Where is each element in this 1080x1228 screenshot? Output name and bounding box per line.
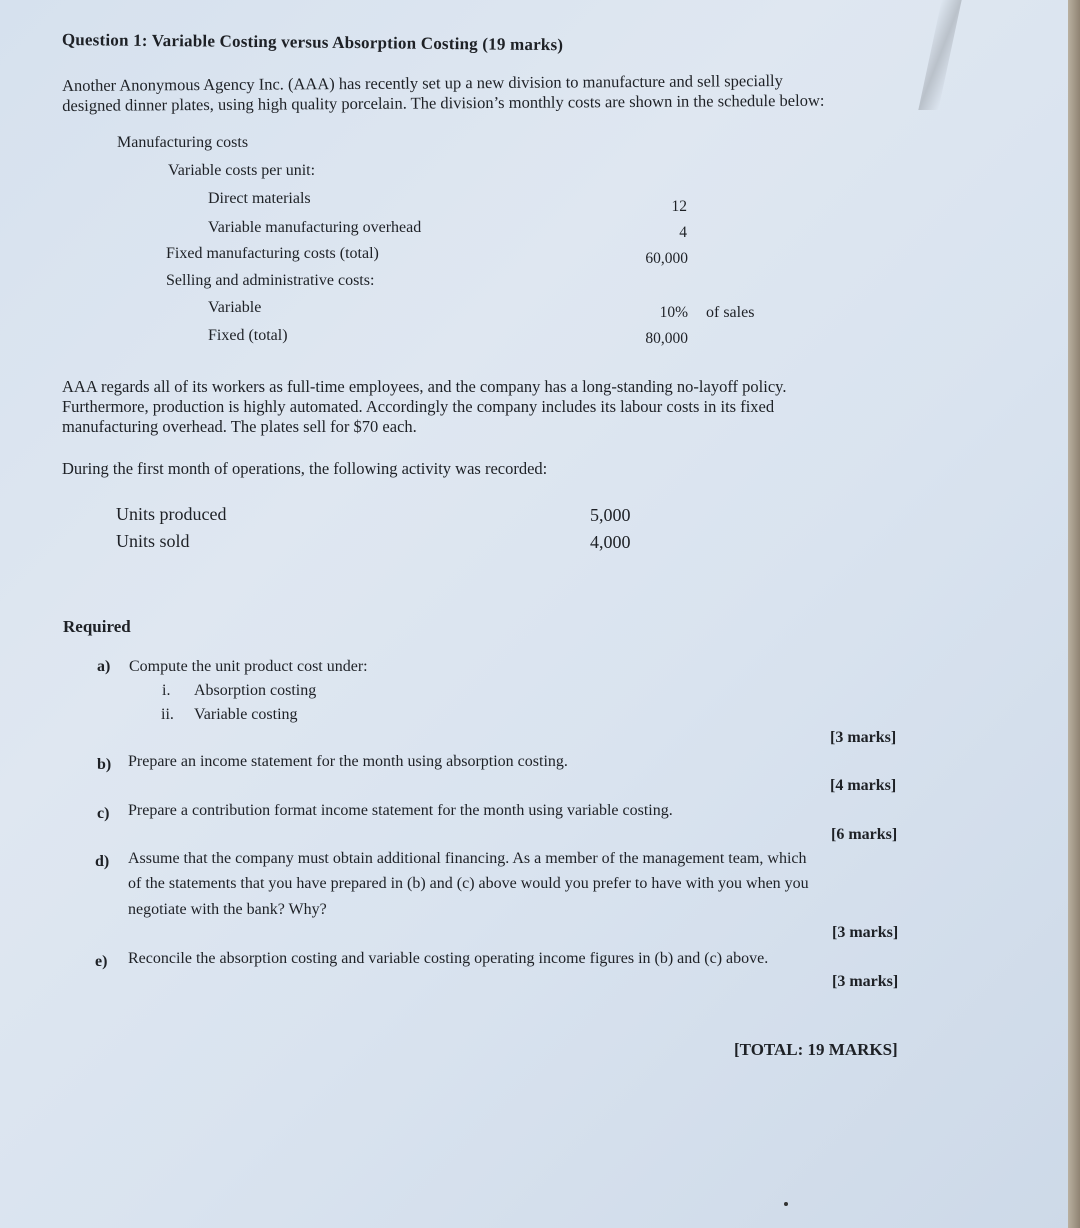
schedule-value-fixed-sa: 80,000	[645, 330, 688, 347]
schedule-value-variable-overhead: 4	[679, 224, 687, 241]
schedule-heading-variable: Variable costs per unit:	[168, 162, 316, 179]
question-e-letter: e)	[95, 953, 108, 970]
schedule-heading-selling-admin: Selling and administrative costs:	[166, 272, 375, 289]
question-a-sub-i-text: Absorption costing	[194, 682, 317, 699]
page-edge	[1068, 0, 1080, 1228]
question-e-text: Reconcile the absorption costing and variable costing operating income figures in (b) and (c) above.	[128, 950, 769, 967]
question-d-marks: [3 marks]	[832, 924, 899, 941]
question-c-marks: [6 marks]	[831, 826, 898, 843]
question-a-sub-i-num: i.	[162, 682, 171, 699]
question-c-text: Prepare a contribution format income statement for the month using variable costing.	[128, 802, 673, 819]
question-d-letter: d)	[95, 853, 110, 870]
paper-shadow	[918, 0, 961, 110]
question-b-letter: b)	[97, 756, 112, 773]
question-a-sub-ii-text: Variable costing	[194, 706, 298, 723]
question-c-letter: c)	[97, 805, 110, 822]
activity-value-sold: 4,000	[590, 532, 631, 552]
activity-value-produced: 5,000	[590, 505, 631, 525]
policy-line: AAA regards all of its workers as full-time employees, and the company has a long-standing no-layoff policy.	[62, 377, 787, 396]
question-a-sub-ii-num: ii.	[161, 706, 174, 723]
policy-line: manufacturing overhead. The plates sell for $70 each.	[62, 417, 417, 436]
question-a-marks: [3 marks]	[830, 729, 897, 746]
activity-intro: During the first month of operations, the following activity was recorded:	[62, 459, 548, 478]
question-b-marks: [4 marks]	[830, 777, 897, 794]
schedule-value-direct-materials: 12	[671, 198, 687, 215]
question-a-letter: a)	[97, 658, 111, 675]
question-b-text: Prepare an income statement for the month using absorption costing.	[128, 753, 568, 770]
required-heading: Required	[63, 617, 131, 636]
activity-label-sold: Units sold	[116, 531, 190, 551]
question-d-line-1: Assume that the company must obtain additional financing. As a member of the management team, which	[128, 850, 807, 867]
total-marks: [TOTAL: 19 MARKS]	[734, 1040, 898, 1059]
activity-label-produced: Units produced	[116, 504, 227, 524]
question-d-line-2: of the statements that you have prepared in (b) and (c) above would you prefer to have with you when you	[128, 875, 809, 892]
ink-dot	[784, 1202, 788, 1206]
question-a-text: Compute the unit product cost under:	[129, 658, 368, 675]
schedule-value-fixed-manufacturing: 60,000	[645, 250, 688, 267]
question-d-line-3: negotiate with the bank? Why?	[128, 901, 327, 918]
schedule-suffix-of-sales: of sales	[706, 304, 755, 321]
schedule-label-variable-sa: Variable	[208, 299, 262, 316]
intro-line: designed dinner plates, using high quality porcelain. The division’s monthly costs are shown in the schedule below:	[62, 90, 825, 115]
schedule-heading-manufacturing: Manufacturing costs	[117, 134, 249, 151]
question-e-marks: [3 marks]	[832, 973, 899, 990]
schedule-label-variable-overhead: Variable manufacturing overhead	[208, 219, 422, 236]
schedule-label-direct-materials: Direct materials	[208, 190, 311, 207]
question-title: Question 1: Variable Costing versus Absorption Costing (19 marks)	[61, 30, 564, 55]
schedule-label-fixed-manufacturing: Fixed manufacturing costs (total)	[166, 245, 379, 262]
intro-line: Another Anonymous Agency Inc. (AAA) has recently set up a new division to manufacture and sell specially	[62, 70, 783, 95]
policy-line: Furthermore, production is highly automated. Accordingly the company includes its labour costs in its fixed	[62, 397, 775, 416]
schedule-value-variable-sa: 10%	[659, 304, 688, 321]
policy-paragraph	[62, 377, 786, 437]
intro-paragraph	[62, 71, 824, 116]
schedule-label-fixed-sa: Fixed (total)	[208, 327, 288, 344]
